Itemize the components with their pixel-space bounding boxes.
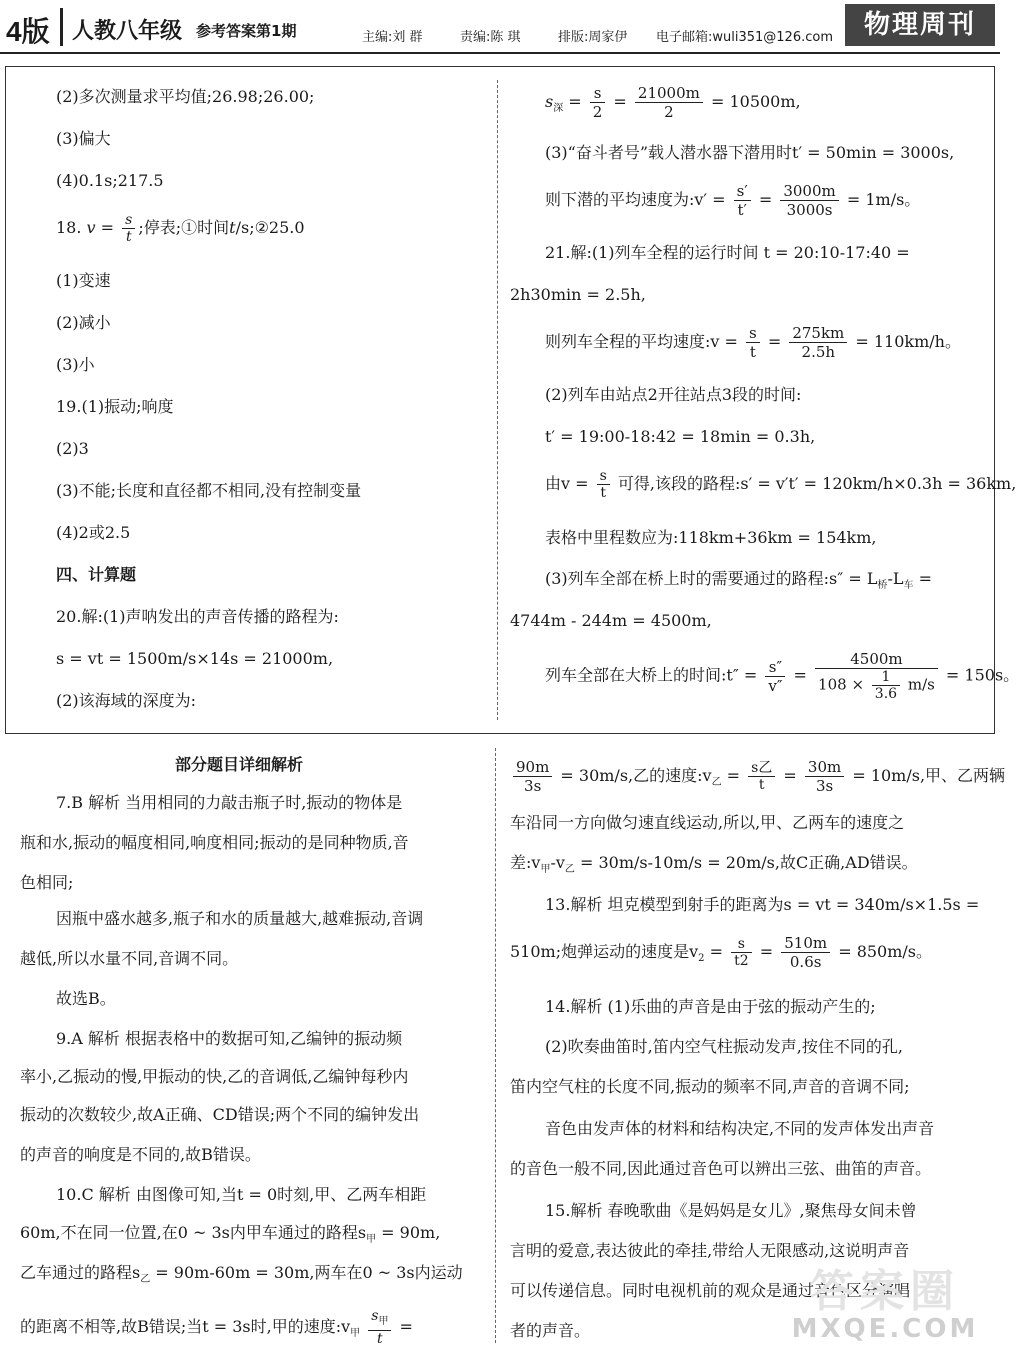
formula-fraction: $\frac{s'}{t'}$ [734,182,751,219]
watermark-logo: 答案圈 MXQE.COM [791,1266,979,1344]
edition-subtitle: 参考答案第1期 [196,22,297,40]
analysis-line: 瓶和水,振动的幅度相同,响度相同;振动的是同种物质,音 [20,833,409,852]
question-number: 18. [56,218,82,237]
answer-line: (3)小 [56,355,95,374]
formula-fraction: $\frac{s}{t}$ [597,468,610,501]
analysis-line: 7.B 解析 当用相同的力敲击瓶子时,振动的物体是 [56,793,403,812]
analysis-line: 车沿同一方向做匀速直线运动,所以,甲、乙两车的速度之 [510,813,905,832]
column-divider [497,80,498,720]
brand-logo: 物理周刊 [845,4,995,46]
answer-line: 20.解:(1)声呐发出的声音传播的路程为: [56,607,339,626]
formula-fraction: $\frac{s}{t}$ [746,324,760,361]
formula-fraction: $\frac{21000m}{2}$ [635,84,703,121]
analysis-line: 色相同; [20,873,74,892]
answer-line-speed: 则下潜的平均速度为:v′ = $\frac{s'}{t'}$ = $\frac{3000m}{3000s}$ = 1m/s。 [545,182,921,219]
layout-editor: 排版:周家伊 [558,30,628,45]
analysis-line: 14.解析 (1)乐曲的声音是由于弦的振动产生的; [545,997,876,1016]
edition-title: 人教八年级 [72,19,183,44]
answer-text: /s;②25.0 [235,218,305,237]
analysis-line: 15.解析 春晚歌曲《是妈妈是女儿》,聚焦母女间未曾 [545,1201,917,1220]
answer-line: t′ = 19:00-18:42 = 18min = 0.3h, [545,427,816,446]
analysis-line: 音色由发声体的材料和结构决定,不同的发声体发出声音 [545,1119,935,1138]
formula-fraction: $\frac{s''}{v''}$ [765,658,785,695]
analysis-line: $\frac{90m}{3s}$ = 30m/s,乙的速度$:v_乙$ = $\frac{\text{s乙}}{t}$ = $\frac{30m}{3s}$ = 10m/s,甲、乙两辆 [510,758,1005,795]
answer-line: 19.(1)振动;响度 [56,397,174,416]
analysis-line: 9.A 解析 根据表格中的数据可知,乙编钟的振动频 [56,1029,403,1048]
analysis-line: 的距离不相等,故B错误;当t = 3s时,甲的速度$:v_甲$ $\frac{s_甲}{t}$ = [20,1308,413,1347]
section-heading: 四、计算题 [56,565,137,584]
page-header [0,0,1000,54]
answer-line: (1)变速 [56,271,111,290]
answer-line: (4)2或2.5 [56,523,131,542]
answer-line: 表格中里程数应为:118km+36km = 154km, [545,528,877,547]
analysis-line: 越低,所以水量不同,音调不同。 [20,949,239,968]
analysis-line: 率小,乙振动的慢,甲振动的快,乙的音调低,乙编钟每秒内 [20,1067,409,1086]
answer-text: ;停表;①时间 [138,218,230,237]
answer-line-bridge-time: 列车全部在大桥上的时间:t″ = $\frac{s''}{v''}$ = 4500m 108 × $\frac{1}{3.6}$ m/s = 150s。 [545,650,1019,702]
answer-line-bridge: (3)列车全部在桥上时的需要通过的路程:s″ = $L_桥-L_车$ = [545,569,932,592]
analysis-line: 者的声音。 [510,1321,591,1340]
analysis-line: 13.解析 坦克模型到射手的距离为s = vt = 340m/s×1.5s = [545,895,980,914]
answer-line: (3)“奋斗者号”载人潜水器下潜用时t′ = 50min = 3000s, [545,143,955,162]
analysis-line: 振动的次数较少,故A正确、CD错误;两个不同的编钟发出 [20,1105,420,1124]
email: 电子邮箱:wuli351@126.com [656,30,833,45]
analysis-line: 可以传递信息。同时电视机前的观众是通过音色区分演唱 [510,1281,911,1300]
analysis-line: 60m,不在同一位置,在0 ~ 3s内甲车通过的路程$s_甲 = 90m$, [20,1223,441,1246]
formula-fraction: $\frac{s}{2}$ [590,84,606,121]
analysis-line: 故选B。 [56,989,116,1008]
answer-line: (4)0.1s;217.5 [56,171,164,190]
chief-editor: 主编:刘 群 [362,30,423,45]
answer-line: (2)列车由站点2开往站点3段的时间: [545,385,802,404]
answer-line: 21.解:(1)列车全程的运行时间 t = 20:10-17:40 = [545,243,910,262]
answer-line: (2)多次测量求平均值;26.98;26.00; [56,87,315,106]
answer-line: (2)3 [56,439,89,458]
formula-fraction: 4500m 108 × $\frac{1}{3.6}$ m/s [815,650,938,702]
analysis-line: 因瓶中盛水越多,瓶子和水的质量越大,越难振动,音调 [56,909,424,928]
analysis-line: 的声音的响度是不同的,故B错误。 [20,1145,261,1164]
analysis-line: 言明的爱意,表达彼此的牵挂,带给人无限感动,这说明声音 [510,1241,910,1260]
answer-line: (2)该海域的深度为: [56,691,197,710]
analysis-line: (2)吹奏曲笛时,笛内空气柱振动发声,按住不同的孔, [545,1037,903,1056]
answer-line: 2h30min = 2.5h, [510,285,646,304]
answer-line: (3)不能;长度和直径都不相同,没有控制变量 [56,481,362,500]
duty-editor: 责编:陈 琪 [460,30,521,45]
analysis-line: 510m;炮弹运动的速度是$v_2$ = $\frac{s}{t2}$ = $\frac{510m}{0.6s}$ = 850m/s。 [510,934,933,971]
answer-line-depth: $s_深$ = $\frac{s}{2}$ = $\frac{21000m}{2}$ = 10500m, [545,84,801,121]
answer-line-avg-speed: 则列车全程的平均速度:v = $\frac{s}{t}$ = $\frac{275km}{2.5h}$ = 110km/h。 [545,324,961,361]
page-number: 4版 [6,16,50,47]
header-divider [60,8,63,46]
answer-line-18: 18. v = $\frac{s}{t}$ ;停表;①时间t/s;②25.0 [56,212,305,245]
analysis-line: 笛内空气柱的长度不同,振动的频率不同,声音的音调不同; [510,1077,910,1096]
formula-fraction: $\frac{3000m}{3000s}$ [780,182,838,219]
formula-fraction: $\frac{275km}{2.5h}$ [789,324,847,361]
formula-fraction: $\frac{s}{t}$ [122,212,135,245]
analysis-title: 部分题目详细解析 [175,755,304,774]
formula-fraction: $\frac{90m}{3s}$ [513,758,552,795]
answer-line-distance: 由v = $\frac{s}{t}$ 可得,该段的路程:s′ = v′t′ = 120km/h×0.3h = 36km, [545,468,1017,501]
column-divider [495,748,496,1343]
analysis-line: 乙车通过的路程$s_乙 = 90m-60m = 30m$,两车在0 ~ 3s内运动 [20,1263,463,1286]
answer-line: (2)减小 [56,313,111,332]
answer-line: (3)偏大 [56,129,111,148]
analysis-line: 差$:v_甲-v_乙 = 30m/s-10m/s = 20m/s$,故C正确,AD错误。 [510,853,918,876]
answer-line: 4744m - 244m = 4500m, [510,611,712,630]
answer-line: s = vt = 1500m/s×14s = 21000m, [56,649,334,668]
analysis-line: 10.C 解析 由图像可知,当t = 0时刻,甲、乙两车相距 [56,1185,427,1204]
analysis-line: 的音色一般不同,因此通过音色可以辨出三弦、曲笛的声音。 [510,1159,932,1178]
